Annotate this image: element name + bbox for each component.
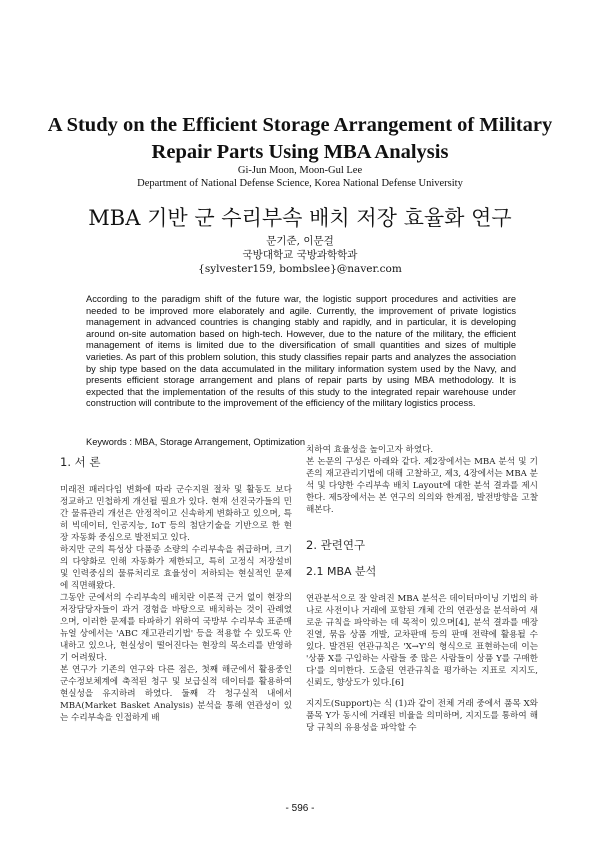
author-emails: {sylvester159, bombslee}@naver.com xyxy=(198,263,402,275)
body-paragraph: 그동안 군에서의 수리부속의 배치란 이론적 근거 없이 현장의 저장담당자들이 과거 경험을 바탕으로 배치하는 것이 관례였으며, 이러한 문제를 타파하기 위하여 국방부 수리부속 표준매뉴얼 상에서는 'ABC 재고관리기법' 등을 적용할 수 있도록 안내하고 있으나, 현실성이 떨어진다는 현장의 목소리를 반영하기 어려웠다. xyxy=(60,593,292,663)
affiliation-korean: 국방대학교 국방과학학과 xyxy=(242,249,358,261)
keywords: Keywords : MBA, Storage Arrangement, Optimization xyxy=(86,437,306,447)
authors-english: Gi-Jun Moon, Moon-Gul Lee xyxy=(237,165,363,176)
right-column xyxy=(306,445,538,734)
body-paragraph: 연관분석으로 잘 알려진 MBA 분석은 데이터마이닝 기법의 하나로 사전이나 거래에 포함된 개체 간의 연관성을 분석하여 새로운 규칙을 파악하는 데 목적이 있으며[4], 분석 결과를 매장 진열, 묶음 상품 개발, 교차판매 등의 판매 전략에 활용될 수 있다. 발견된 연관규칙은 'X→Y'의 형식으로 표현하는데 이는 '상품 X를 구입하는 사람들 중 많은 사람들이 상품 Y를 구매한다'를 의미한다. 도출된 연관규칙을 평가하는 지표로 지지도, 신뢰도, 향상도가 있다.[6] xyxy=(306,594,538,688)
department-english: Department of National Defense Science, Korea National Defense University xyxy=(137,178,463,189)
subsection-heading-mba: 2.1 MBA 분석 xyxy=(306,565,377,578)
abstract: According to the paradigm shift of the future war, the logistic support procedures and activities are needed to be improved more elaborately and agile. Currently, the improvement of private logistics management in advanced countries is changing stably and rapidly, and in particular, it is developing around on-site automation based on high-tech. However, due to the nature of the military, the efficient management of items is limited due to the diversification of small quantities and sizes of multiple varieties. As part of this problem solution, this study classifies repair parts and analyzes the association by ship type based on the data accumulated in the military information system used by the Navy, and presents efficient storage arrangement and plans of repair parts by using MBA methodology. It is expected that the implementation of the results of this study to the integrated repair warehouse under construction will contribute to the improvement of the efficiency of the military logistics process. xyxy=(86,294,516,409)
body-paragraph: 본 연구가 기존의 연구와 다른 점은, 첫째 해군에서 활용중인 군수정보체계에 축적된 청구 및 보급실적 데이터를 활용하여 현실성을 유지하려 하였다. 둘째 각 청구실적 내에서 MBA(Market Basket Analysis) 분석을 통해 연관성이 있는 수리부속을 인접하게 배 xyxy=(60,665,292,723)
left-column xyxy=(60,448,292,724)
body-paragraph: 지지도(Support)는 식 (1)과 같이 전체 거래 중에서 품목 X와 품목 Y가 동시에 거래된 비율을 의미하며, 지지도를 통하여 해당 규칙의 유용성을 파악할 수 xyxy=(306,699,538,733)
paper-title-korean: MBA 기반 군 수리부속 배치 저장 효율화 연구 xyxy=(88,206,512,230)
body-paragraph: 치하여 효율성을 높이고자 하였다. xyxy=(306,445,434,455)
body-paragraph: 하지만 군의 특성상 다품종 소량의 수리부속을 취급하며, 크기의 다양화로 인해 자동화가 제한되고, 특히 고정식 저장설비 및 인력중심의 물류처리로 효율성이 저하되는 현실적인 문제에 직면해왔다. xyxy=(60,545,292,591)
page-number: - 596 - xyxy=(285,803,315,814)
body-paragraph: 미래전 패러다임 변화에 따라 군수지원 절차 및 활동도 보다 정교하고 민첩하게 개선될 필요가 있다. 현재 선진국가들의 민간 물류관리 개선은 안정적이고 신속하게 변화하고 있으며, 특히 빅데이터, 인공지능, IoT 등의 첨단기술을 기반으로 한 현장 자동화 중심으로 발전되고 있다. xyxy=(60,485,292,543)
section-heading-introduction: 1. 서 론 xyxy=(60,455,101,469)
body-paragraph: 본 논문의 구성은 아래와 같다. 제2장에서는 MBA 분석 및 기존의 재고관리기법에 대해 고찰하고, 제3, 4장에서는 MBA 분석 및 다양한 수리부속 배치 Layout에 대한 분석 결과를 제시한다. 제5장에서는 본 연구의 의의와 한계점, 발전방향을 고찰해본다. xyxy=(306,457,538,515)
authors-korean: 문기준, 이문걸 xyxy=(266,235,334,247)
paper-title-english: A Study on the Efficient Storage Arrangement of Military Repair Parts Using MBA Analysis xyxy=(47,114,553,163)
section-heading-related-work: 2. 관련연구 xyxy=(306,538,366,552)
